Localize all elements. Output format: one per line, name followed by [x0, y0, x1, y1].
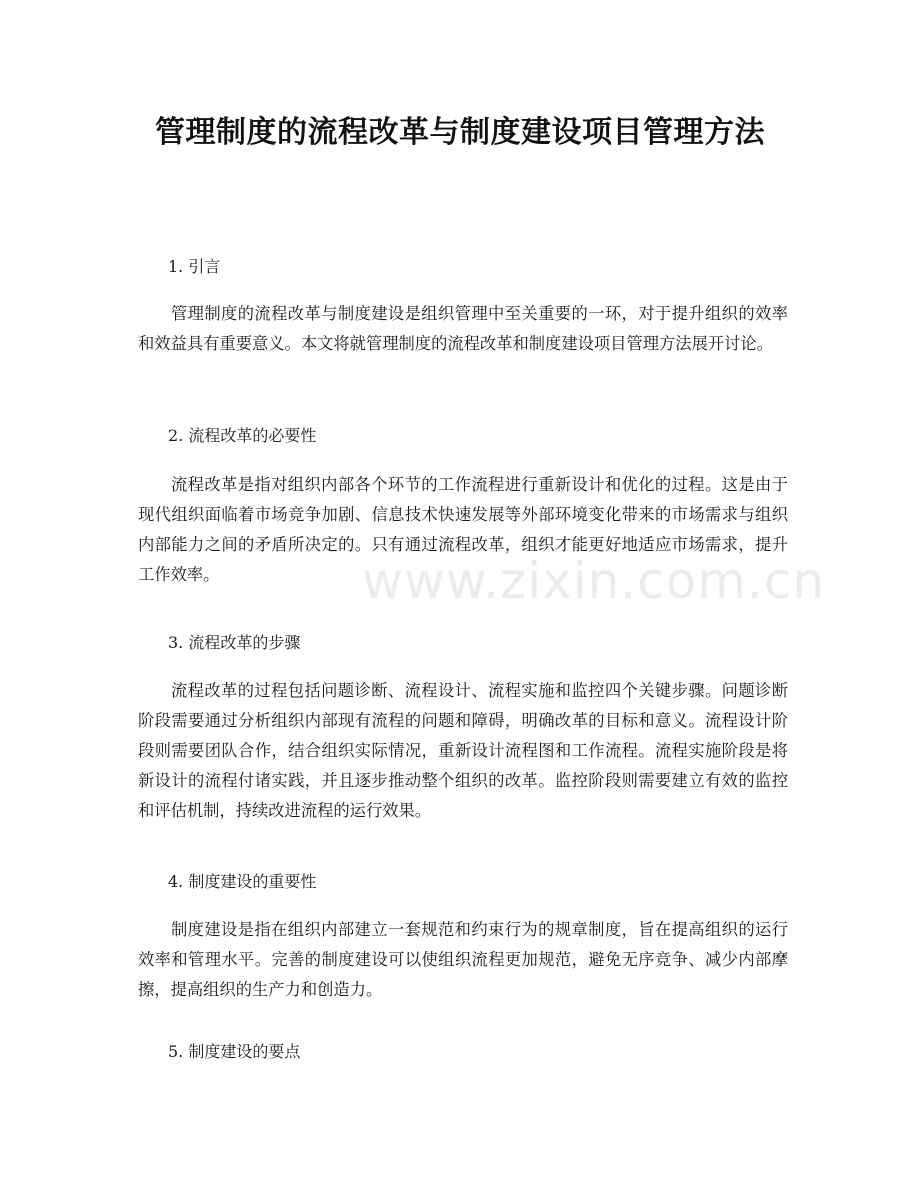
section-heading-5: 5. 制度建设的要点 — [168, 1042, 301, 1061]
watermark: www.zixin.com.cn — [362, 552, 826, 610]
section-heading-1: 1. 引言 — [168, 257, 221, 276]
section-heading-3: 3. 流程改革的步骤 — [168, 633, 301, 652]
document-title: 管理制度的流程改革与制度建设项目管理方法 — [155, 115, 765, 150]
section-paragraph-2: 流程改革是指对组织内部各个环节的工作流程进行重新设计和优化的过程。这是由于现代组织面临着市场竞争加剧、信息技术快速发展等外部环境变化带来的市场需求与组织内部能力之间的矛盾所决定的。只有通过流程改革，组织才能更好地适应市场需求，提升工作效率。 — [138, 475, 788, 584]
section-heading-4: 4. 制度建设的重要性 — [168, 872, 317, 891]
section-paragraph-3: 流程改革的过程包括问题诊断、流程设计、流程实施和监控四个关键步骤。问题诊断阶段需要通过分析组织内部现有流程的问题和障碍，明确改革的目标和意义。流程设计阶段则需要团队合作，结合组织实际情况，重新设计流程图和工作流程。流程实施阶段是将新设计的流程付诸实践，并且逐步推动整个组织的改革。监控阶段则需要建立有效的监控和评估机制，持续改进流程的运行效果。 — [138, 681, 788, 820]
section-paragraph-1: 管理制度的流程改革与制度建设是组织管理中至关重要的一环，对于提升组织的效率和效益具有重要意义。本文将就管理制度的流程改革和制度建设项目管理方法展开讨论。 — [138, 304, 788, 353]
section-heading-2: 2. 流程改革的必要性 — [168, 426, 317, 445]
section-paragraph-4: 制度建设是指在组织内部建立一套规范和约束行为的规章制度，旨在提高组织的运行效率和管理水平。完善的制度建设可以使组织流程更加规范，避免无序竞争、减少内部摩擦，提高组织的生产力和创造力。 — [138, 920, 788, 999]
